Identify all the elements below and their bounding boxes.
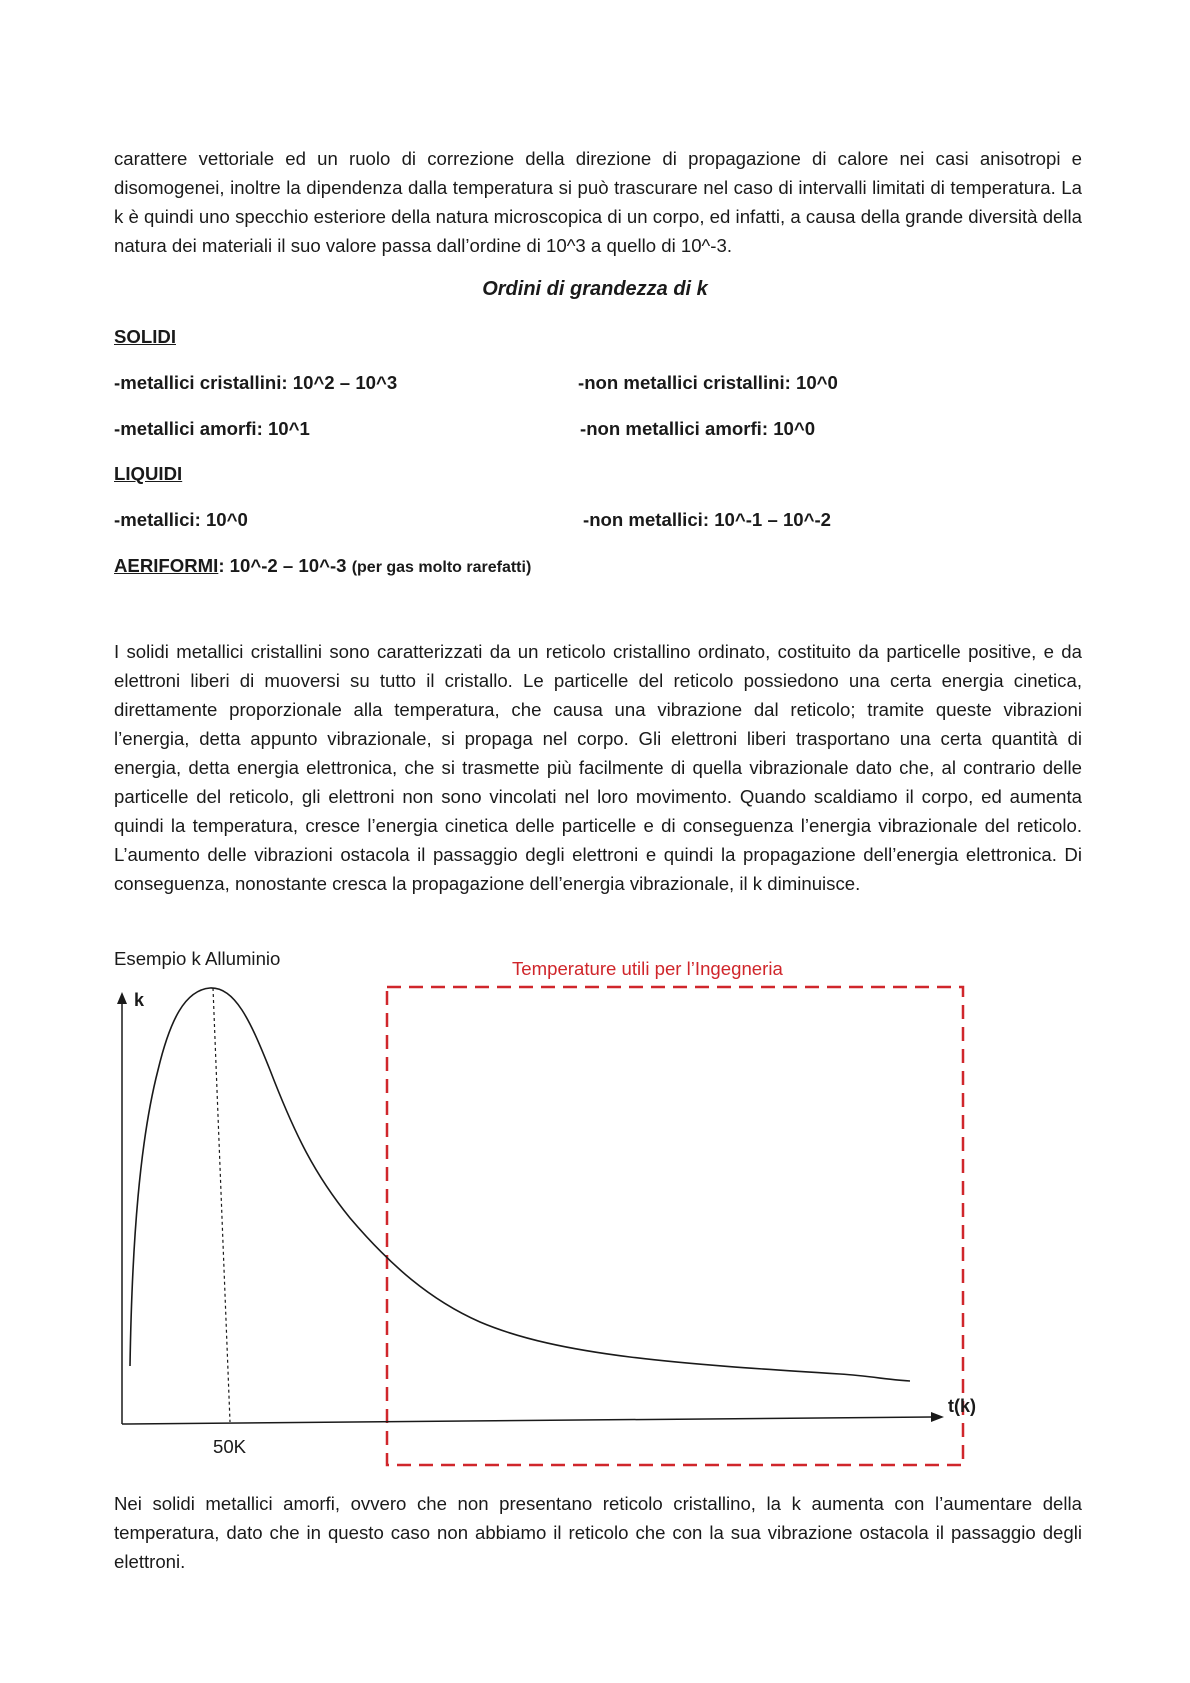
- x-axis: [122, 1417, 932, 1424]
- aeriformi-value: : 10^-2 – 10^-3: [218, 555, 347, 576]
- peak-tick-label: 50K: [213, 1436, 247, 1457]
- peak-marker-line: [213, 988, 230, 1422]
- liquidi-metallici: -metallici: 10^0: [114, 509, 248, 530]
- y-axis-arrow-icon: [117, 992, 127, 1004]
- engineering-region-box: [387, 987, 963, 1465]
- x-axis-arrow-icon: [931, 1412, 944, 1422]
- y-axis-label: k: [134, 990, 145, 1010]
- orders-title: Ordini di grandezza di k: [482, 278, 708, 300]
- engineering-region-label: Temperature utili per l’Ingegneria: [512, 958, 783, 979]
- solidi-non-metallici-amorfi: -non metallici amorfi: 10^0: [580, 418, 816, 439]
- liquidi-non-metallici: -non metallici: 10^-1 – 10^-2: [583, 509, 832, 530]
- liquidi-heading: LIQUIDI: [114, 463, 183, 484]
- amorphous-paragraph: Nei solidi metallici amorfi, ovvero che non presentano reticolo cristallino, la k aumenta con l’aumentare della temperatura, dato che in questo caso non abbiamo il reticolo che con la sua vibrazione ostacola il passaggio degli elettroni.: [114, 1493, 1082, 1572]
- crystalline-paragraph: I solidi metallici cristallini sono caratterizzati da un reticolo cristallino ordinato, costituito da particelle positive, e da elettroni liberi di muoversi su tutto il cristallo. Le particelle del reticolo possiedono una certa energia cinetica, direttamente proporzionale alla temperatura, che causa una vibrazione dal reticolo; tramite queste vibrazioni l’energia, detta appunto vibrazionale, si propaga nel corpo. Gli elettroni liberi trasportano una certa quantità di energia, detta energia elettronica, che si trasmette più facilmente di quella vibrazionale dato che, al contrario delle particelle del reticolo, gli elettroni non sono vincolati nel loro movimento. Quando scaldiamo il corpo, ed aumenta quindi la temperatura, cresce l’energia cinetica delle particelle e di conseguenza l’energia vibrazionale del reticolo. L’aumento delle vibrazioni ostacola il passaggio degli elettroni e quindi la propagazione dell’energia elettronica. Di conseguenza, nonostante cresca la propagazione dell’energia vibrazionale, il k diminuisce.: [114, 641, 1082, 894]
- k-curve: [130, 988, 910, 1381]
- intro-paragraph: carattere vettoriale ed un ruolo di correzione della direzione di propagazione di calore nei casi anisotropi e disomogenei, inoltre la dipendenza dalla temperatura si può trascurare nel caso di intervalli limitati di temperatura. La k è quindi uno specchio esteriore della natura microscopica di un corpo, ed infatti, a causa della grande diversità della natura dei materiali il suo valore passa dall’ordine di 10^3 a quello di 10^-3.: [114, 148, 1082, 256]
- aeriformi-note: (per gas molto rarefatti): [351, 559, 532, 576]
- aeriformi-heading: AERIFORMI: [114, 555, 219, 576]
- figure-caption: Esempio k Alluminio: [114, 948, 281, 969]
- solidi-metallici-cristallini: -metallici cristallini: 10^2 – 10^3: [114, 372, 398, 393]
- solidi-non-metallici-cristallini: -non metallici cristallini: 10^0: [578, 372, 838, 393]
- x-axis-label: t(k): [948, 1396, 976, 1416]
- solidi-metallici-amorfi: -metallici amorfi: 10^1: [114, 418, 310, 439]
- solidi-heading: SOLIDI: [114, 326, 176, 347]
